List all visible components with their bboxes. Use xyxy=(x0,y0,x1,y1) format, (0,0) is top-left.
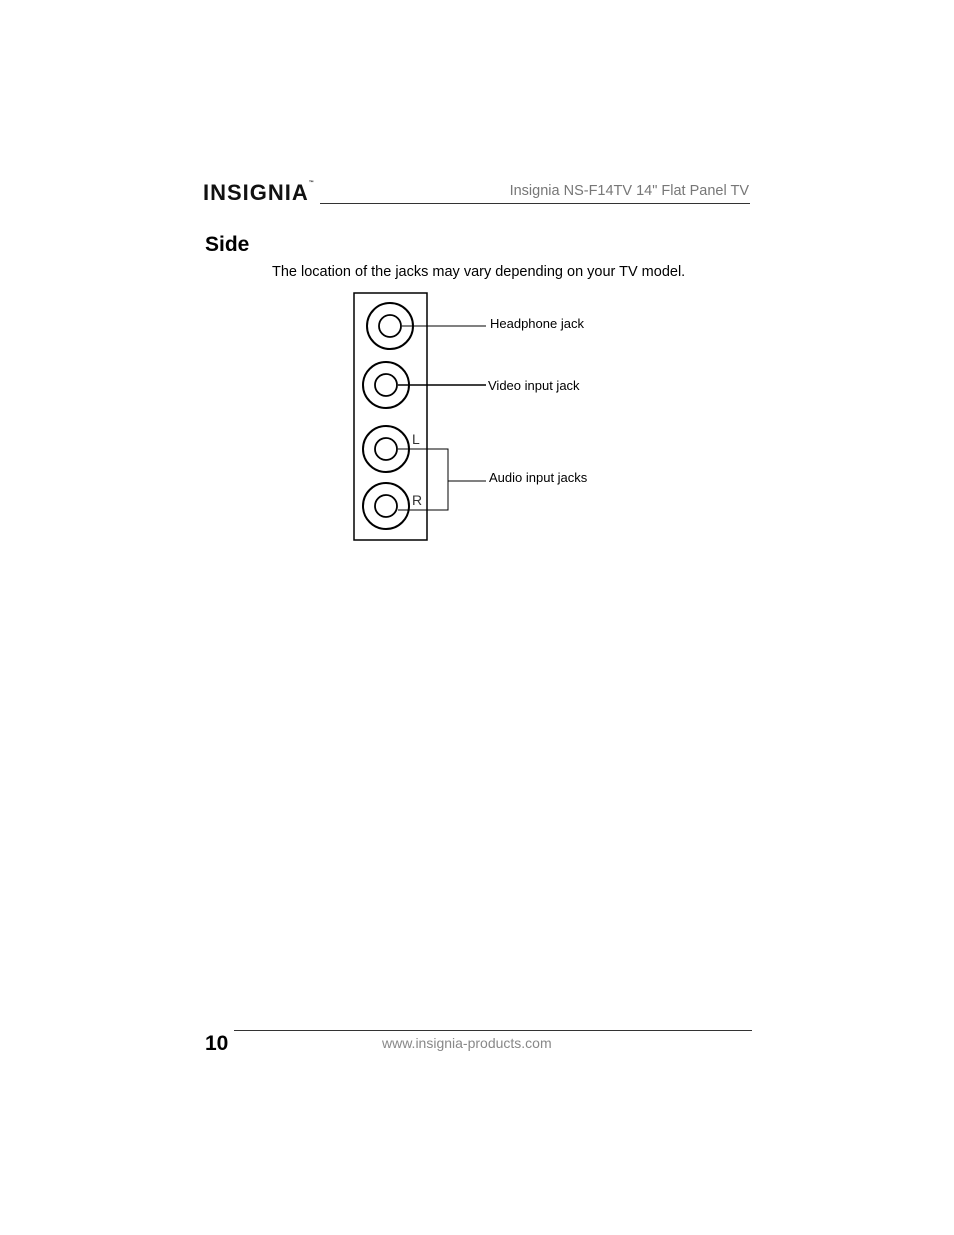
audio-input-jacks-label: Audio input jacks xyxy=(489,470,588,485)
intro-text: The location of the jacks may vary depending on your TV model. xyxy=(272,264,686,280)
trademark-symbol: ™ xyxy=(308,180,314,186)
page-number: 10 xyxy=(205,1032,229,1055)
footer-url: www.insignia-products.com xyxy=(382,1035,552,1051)
headphone-jack-label: Headphone jack xyxy=(490,316,584,331)
header-title: Insignia NS-F14TV 14" Flat Panel TV xyxy=(509,183,749,199)
audio-bracket xyxy=(398,449,448,510)
video-input-jack-label: Video input jack xyxy=(488,378,580,393)
channel-left-label: L xyxy=(412,431,420,447)
footer-rule xyxy=(234,1030,752,1031)
brand-name: INSIGNIA xyxy=(203,180,309,205)
section-title: Side xyxy=(205,233,250,256)
channel-right-label: R xyxy=(412,492,423,508)
audio-right-jack xyxy=(363,483,409,529)
side-jacks-diagram xyxy=(0,0,954,600)
